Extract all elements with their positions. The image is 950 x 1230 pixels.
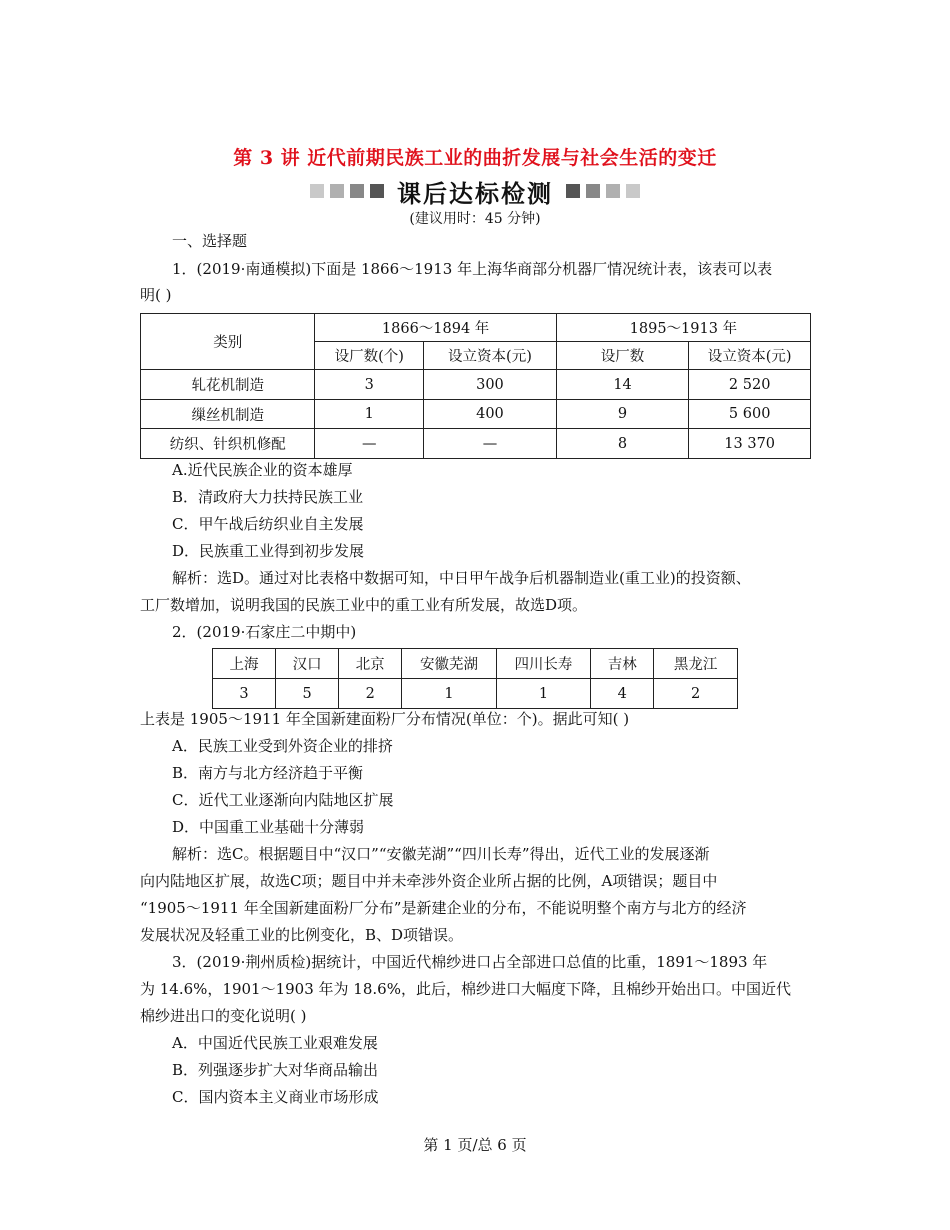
banner-decor-square [370, 184, 384, 198]
q1-option-b: B．清政府大力扶持民族工业 [172, 488, 364, 506]
q1-stem-line1: 1．(2019·南通模拟)下面是 1866～1913 年上海华商部分机器厂情况统计表，该表可以表 [172, 260, 773, 278]
table-cell: 2 520 [689, 370, 811, 400]
table-cell: 300 [424, 370, 557, 400]
q2-option-a: A．民族工业受到外资企业的排挤 [172, 737, 393, 755]
q2-option-d: D．中国重工业基础十分薄弱 [172, 818, 365, 836]
table-cell: 4 [591, 679, 654, 709]
table-cell: 8 [556, 429, 689, 459]
table-cell: 轧花机制造 [141, 370, 315, 400]
table-cell: 2 [339, 679, 402, 709]
table-row [141, 429, 811, 459]
banner [0, 177, 950, 208]
table-header: 吉林 [591, 649, 654, 679]
q1-table [140, 313, 811, 459]
table-cell: 9 [556, 400, 689, 429]
q2-analysis-line4: 发展状况及轻重工业的比例变化，B、D项错误。 [140, 926, 464, 944]
table-subheader: 设厂数 [556, 342, 689, 370]
table-row [213, 649, 738, 679]
q2-analysis-line2: 向内陆地区扩展，故选C项；题目中并未牵涉外资企业所占据的比例，A项错误；题目中 [140, 872, 718, 890]
table-cell: 13 370 [689, 429, 811, 459]
q2-analysis-line3: “1905～1911 年全国新建面粉厂分布”是新建企业的分布，不能说明整个南方与北方的经济 [140, 899, 747, 917]
q2-stem-line1: 2．(2019·石家庄二中期中) [172, 623, 357, 641]
q2-analysis-line1: 解析：选C。根据题目中“汉口”“安徽芜湖”“四川长寿”得出，近代工业的发展逐渐 [172, 845, 710, 863]
table-cell: 1 [315, 400, 424, 429]
q3-option-a: A．中国近代民族工业艰难发展 [172, 1034, 378, 1052]
q3-option-c: C．国内资本主义商业市场形成 [172, 1088, 379, 1106]
table-cell: 14 [556, 370, 689, 400]
table-header-period1: 1866～1894 年 [315, 314, 556, 342]
q1-option-a: A.近代民族企业的资本雄厚 [172, 461, 353, 479]
table-row [213, 679, 738, 709]
q1-option-c: C．甲午战后纺织业自主发展 [172, 515, 364, 533]
q1-analysis-line2: 工厂数增加，说明我国的民族工业中的重工业有所发展，故选D项。 [140, 596, 588, 614]
q3-stem-line2: 为 14.6%，1901～1903 年为 18.6%，此后，棉纱进口大幅度下降，且棉纱开始出口。中国近代 [140, 980, 791, 998]
table-header: 黑龙江 [654, 649, 738, 679]
table-subheader: 设厂数(个) [315, 342, 424, 370]
table-cell: 3 [213, 679, 276, 709]
q2-stem-line2: 上表是 1905～1911 年全国新建面粉厂分布情况(单位：个)。据此可知( ) [140, 710, 630, 728]
table-header: 北京 [339, 649, 402, 679]
q1-option-d: D．民族重工业得到初步发展 [172, 542, 365, 560]
page-number: 第 1 页/总 6 页 [423, 1136, 527, 1154]
table-header-period2: 1895～1913 年 [556, 314, 810, 342]
table-cell: 2 [654, 679, 738, 709]
table-header: 上海 [213, 649, 276, 679]
banner-text: 课后达标检测 [397, 179, 553, 208]
table-cell: 400 [424, 400, 557, 429]
table-subheader: 设立资本(元) [689, 342, 811, 370]
table-cell: 1 [402, 679, 496, 709]
table-header: 四川长寿 [496, 649, 590, 679]
banner-decor-square [586, 184, 600, 198]
banner-decor-square [566, 184, 580, 198]
q2-option-b: B．南方与北方经济趋于平衡 [172, 764, 364, 782]
table-cell: 5 [276, 679, 339, 709]
table-header-category: 类别 [141, 314, 315, 370]
page-title: 第 3 讲 近代前期民族工业的曲折发展与社会生活的变迁 [233, 147, 717, 169]
section-heading: 一、选择题 [172, 232, 248, 250]
table-cell: — [315, 429, 424, 459]
q2-table [212, 648, 738, 709]
table-row [141, 400, 811, 429]
table-cell: 1 [496, 679, 590, 709]
table-cell: 3 [315, 370, 424, 400]
q1-analysis-line1: 解析：选D。通过对比表格中数据可知，中日甲午战争后机器制造业(重工业)的投资额、 [172, 569, 751, 587]
q1-stem-line2: 明( ) [140, 286, 172, 304]
table-header: 安徽芜湖 [402, 649, 496, 679]
table-cell: 缫丝机制造 [141, 400, 315, 429]
suggested-time: (建议用时：45 分钟) [409, 211, 541, 227]
table-subheader: 设立资本(元) [424, 342, 557, 370]
table-row [141, 370, 811, 400]
table-cell: 5 600 [689, 400, 811, 429]
banner-decor-square [330, 184, 344, 198]
banner-decor-square [350, 184, 364, 198]
table-cell: — [424, 429, 557, 459]
table-cell: 纺织、针织机修配 [141, 429, 315, 459]
banner-decor-square [310, 184, 324, 198]
q3-option-b: B．列强逐步扩大对华商品输出 [172, 1061, 379, 1079]
banner-decor-square [606, 184, 620, 198]
banner-decor-square [626, 184, 640, 198]
q3-stem-line1: 3．(2019·荆州质检)据统计，中国近代棉纱进口占全部进口总值的比重，1891～1893 年 [172, 953, 768, 971]
q3-stem-line3: 棉纱进出口的变化说明( ) [140, 1007, 307, 1025]
q2-option-c: C．近代工业逐渐向内陆地区扩展 [172, 791, 394, 809]
table-header: 汉口 [276, 649, 339, 679]
